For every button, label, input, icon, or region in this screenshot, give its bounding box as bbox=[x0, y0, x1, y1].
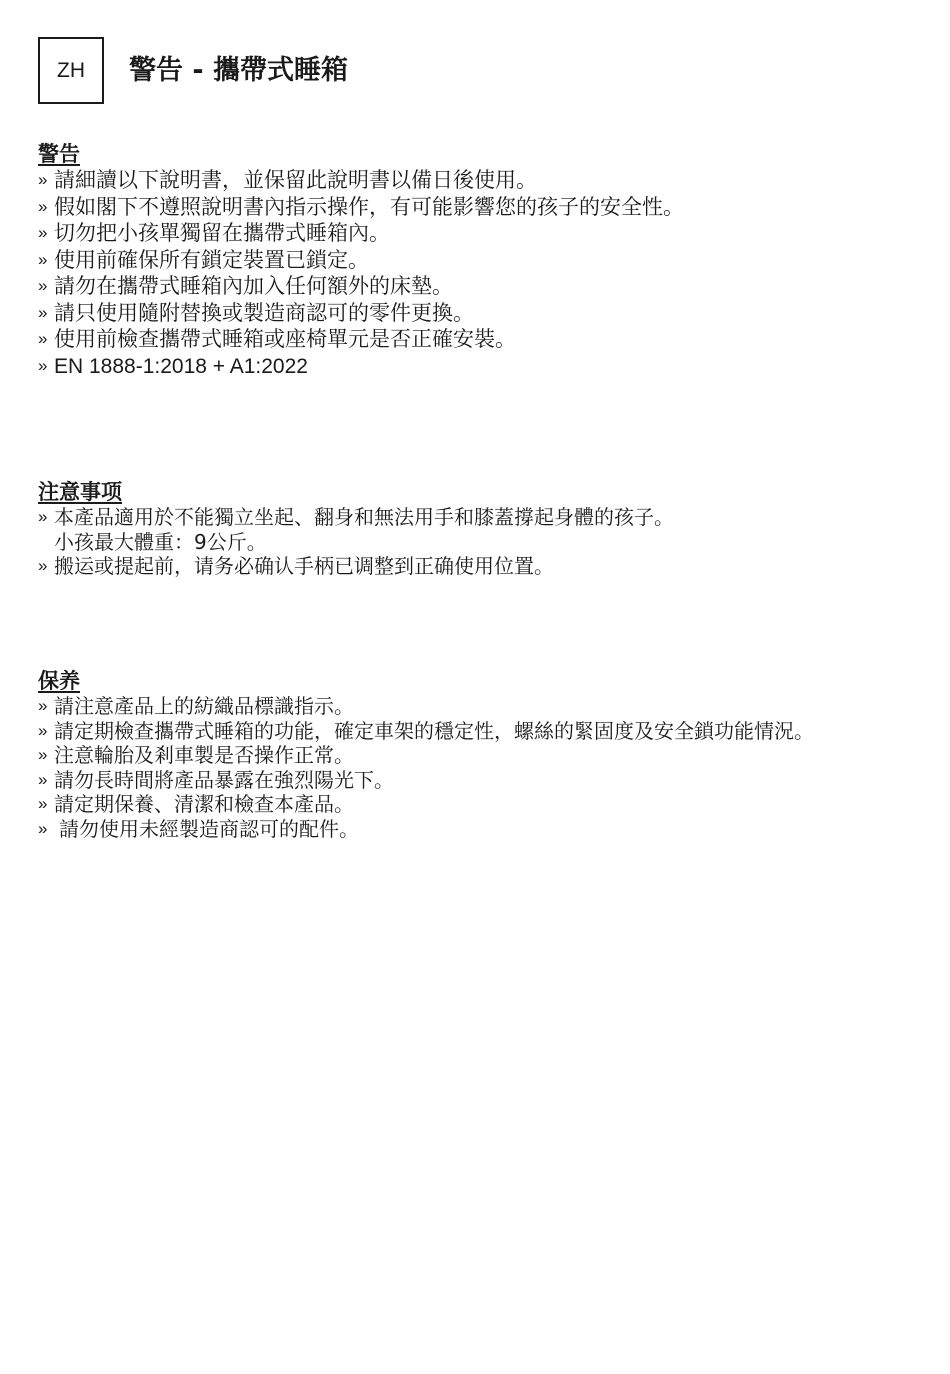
bullet-icon: » bbox=[38, 818, 48, 838]
standard-reference: EN 1888-1:2018 + A1:2022 bbox=[54, 354, 308, 378]
bullet-icon: » bbox=[38, 745, 48, 764]
language-code-box bbox=[38, 37, 104, 104]
list-item-text: 使用前確保所有鎖定裝置已鎖定。 bbox=[54, 247, 369, 272]
bullet-icon: » bbox=[38, 720, 48, 740]
list-item bbox=[38, 273, 888, 300]
list-item-text: 注意輪胎及剎車製是否操作正常。 bbox=[54, 743, 354, 767]
notes-list bbox=[38, 505, 888, 579]
list-item-text: 切勿把小孩單獨留在攜帶式睡箱內。 bbox=[54, 221, 390, 245]
list-item-text: 假如閣下不遵照說明書內指示操作，有可能影響您的孩子的安全性。 bbox=[54, 194, 684, 219]
warning-section bbox=[38, 141, 888, 380]
list-item bbox=[38, 554, 888, 579]
care-section bbox=[38, 668, 888, 841]
list-item-text: 請注意產品上的紡織品標識指示。 bbox=[54, 694, 354, 718]
max-weight-text: 小孩最大體重：9公斤。 bbox=[54, 529, 267, 554]
list-item bbox=[38, 768, 888, 793]
bullet-icon: » bbox=[38, 696, 48, 715]
bullet-icon: » bbox=[38, 196, 48, 216]
bullet-icon: » bbox=[38, 556, 48, 575]
notes-section bbox=[38, 479, 888, 579]
list-item bbox=[38, 353, 888, 381]
document-title: 警告 - 攜帶式睡箱 bbox=[129, 55, 349, 86]
list-item bbox=[38, 300, 888, 327]
bullet-icon: » bbox=[38, 170, 48, 189]
list-item bbox=[38, 167, 888, 194]
bullet-icon: » bbox=[38, 249, 48, 269]
bullet-icon: » bbox=[38, 276, 48, 295]
list-item-text: 請勿使用未經製造商認可的配件。 bbox=[59, 816, 359, 841]
bullet-icon: » bbox=[38, 794, 48, 813]
list-item-text: 請只使用隨附替換或製造商認可的零件更換。 bbox=[54, 300, 474, 325]
care-list bbox=[38, 694, 888, 841]
list-item bbox=[38, 194, 888, 221]
list-item bbox=[38, 743, 888, 768]
bullet-icon: » bbox=[38, 507, 48, 526]
bullet-icon: » bbox=[38, 769, 48, 789]
care-heading: 保养 bbox=[38, 669, 80, 693]
language-code: ZH bbox=[57, 58, 85, 82]
list-item bbox=[38, 505, 888, 554]
list-item-text: 請定期檢查攜帶式睡箱的功能，確定車架的穩定性，螺絲的緊固度及安全鎖功能情況。 bbox=[54, 718, 814, 743]
list-item bbox=[38, 817, 888, 842]
list-item bbox=[38, 247, 888, 274]
notes-heading: 注意事项 bbox=[38, 480, 122, 504]
list-item-text: 請細讀以下說明書，並保留此說明書以備日後使用。 bbox=[54, 168, 537, 192]
warning-list bbox=[38, 167, 888, 380]
list-item bbox=[38, 719, 888, 744]
list-item bbox=[38, 220, 888, 247]
list-item bbox=[38, 694, 888, 719]
bullet-icon: » bbox=[38, 355, 48, 375]
list-item bbox=[38, 326, 888, 353]
list-item-text: 請定期保養、清潔和檢查本產品。 bbox=[54, 792, 354, 816]
bullet-icon: » bbox=[38, 329, 48, 348]
list-item-text: 搬运或提起前，请务必确认手柄已调整到正确使用位置。 bbox=[54, 554, 554, 578]
list-item-text: 請勿在攜帶式睡箱內加入任何額外的床墊。 bbox=[54, 274, 453, 298]
list-item bbox=[38, 792, 888, 817]
list-item-text: 請勿長時間將產品暴露在強烈陽光下。 bbox=[54, 767, 394, 792]
warning-heading: 警告 bbox=[38, 142, 80, 166]
list-item-text: 本產品適用於不能獨立坐起、翻身和無法用手和膝蓋撐起身體的孩子。 bbox=[54, 505, 674, 529]
list-item-text: 使用前檢查攜帶式睡箱或座椅單元是否正確安裝。 bbox=[54, 327, 516, 351]
bullet-icon: » bbox=[38, 223, 48, 242]
bullet-icon: » bbox=[38, 302, 48, 322]
